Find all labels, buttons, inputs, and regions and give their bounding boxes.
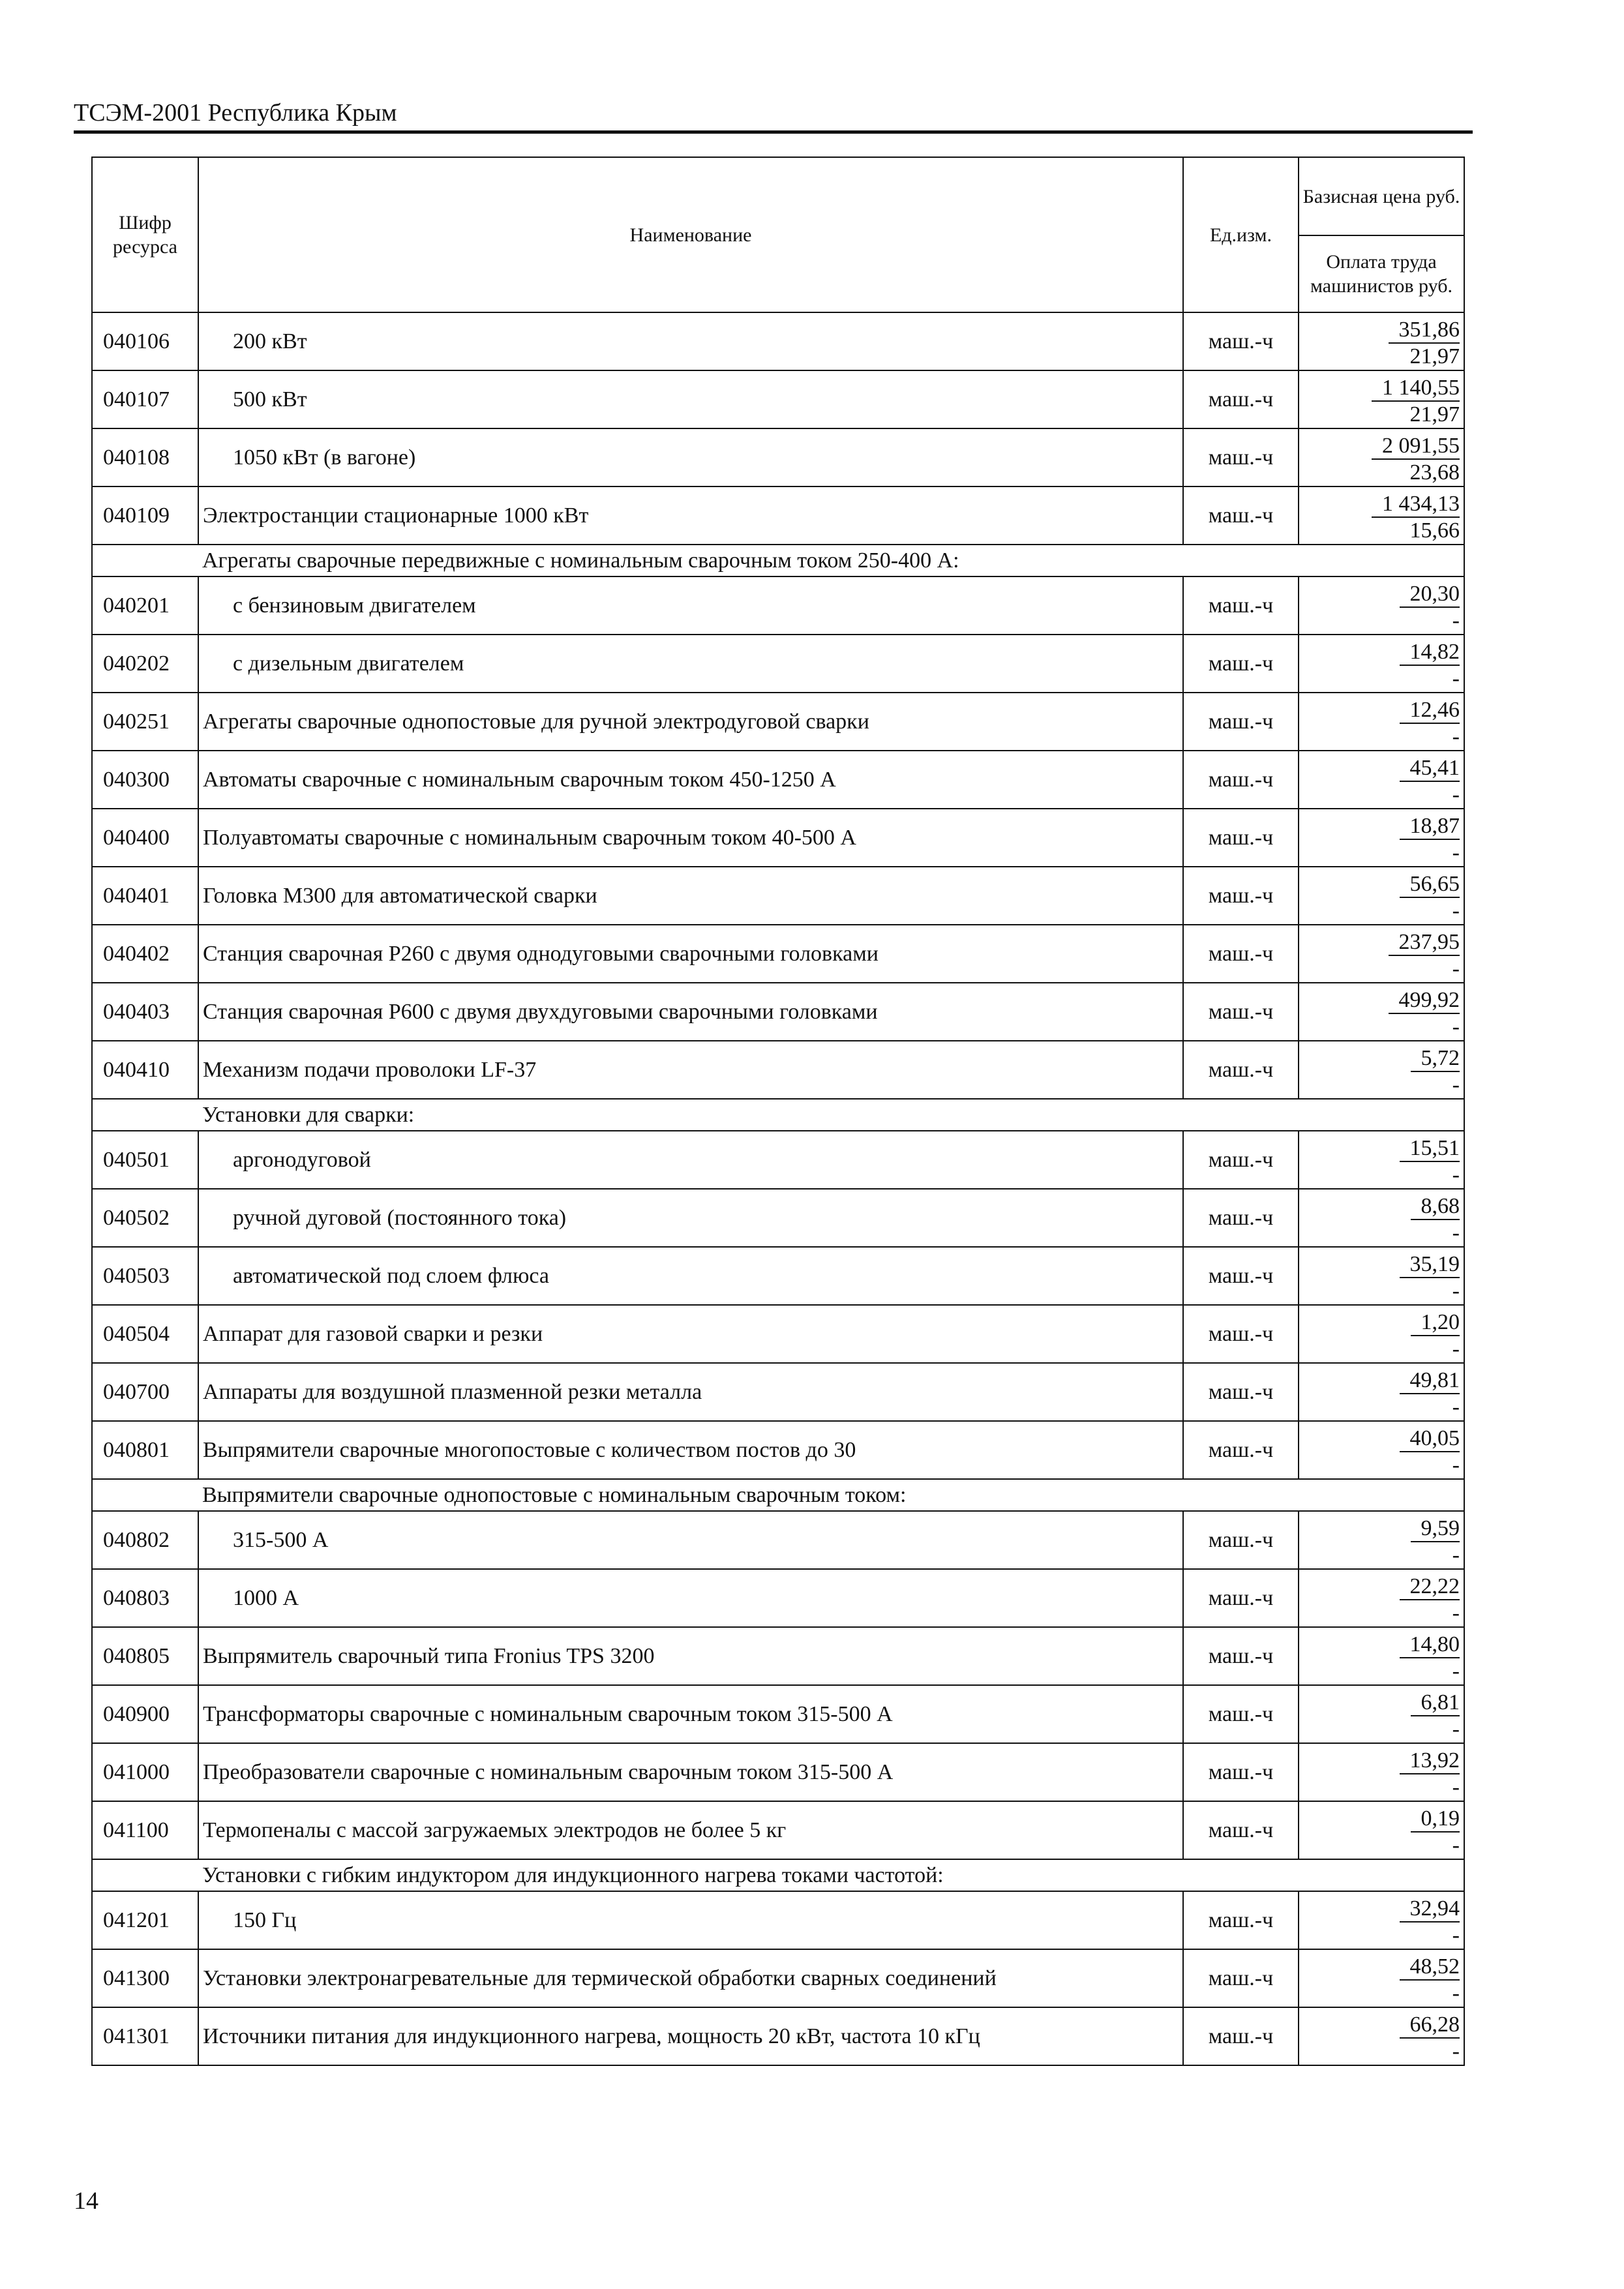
unit-of-measure: маш.-ч	[1183, 1305, 1299, 1363]
resource-name: с бензиновым двигателем	[198, 576, 1183, 635]
operator-labor-pay: -	[1452, 1279, 1460, 1303]
resource-code: 041201	[92, 1891, 198, 1949]
operator-labor-pay: 23,68	[1409, 460, 1460, 485]
price-cell	[1299, 1949, 1464, 2007]
base-price: 14,80	[1400, 1632, 1460, 1658]
table-row	[92, 693, 1464, 751]
operator-labor-pay: -	[1452, 1659, 1460, 1683]
table-row	[92, 1801, 1464, 1859]
operator-labor-pay: -	[1452, 2039, 1460, 2063]
resource-name: ручной дуговой (постоянного тока)	[198, 1189, 1183, 1247]
unit-of-measure: маш.-ч	[1183, 693, 1299, 751]
resource-name: Электростанции стационарные 1000 кВт	[198, 486, 1183, 545]
operator-labor-pay: -	[1452, 1453, 1460, 1477]
price-cell	[1299, 486, 1464, 545]
operator-labor-pay: -	[1452, 783, 1460, 807]
page-number: 14	[74, 2187, 98, 2215]
price-cell	[1299, 576, 1464, 635]
col-header-base-price: Базисная цена руб.	[1299, 158, 1464, 236]
unit-of-measure: маш.-ч	[1183, 312, 1299, 370]
base-price: 1 140,55	[1372, 376, 1460, 402]
table-row	[92, 486, 1464, 545]
unit-of-measure: маш.-ч	[1183, 576, 1299, 635]
price-cell	[1299, 1041, 1464, 1099]
operator-labor-pay: -	[1452, 957, 1460, 981]
resource-code: 040502	[92, 1189, 198, 1247]
price-cell	[1299, 1627, 1464, 1685]
resource-name: Станция сварочная Р260 с двумя однодуговыми сварочными головками	[198, 925, 1183, 983]
col-header-code: Шифр ресурса	[92, 157, 198, 312]
operator-labor-pay: -	[1452, 1221, 1460, 1245]
unit-of-measure: маш.-ч	[1183, 428, 1299, 486]
base-price: 12,46	[1400, 698, 1460, 724]
unit-of-measure: маш.-ч	[1183, 1627, 1299, 1685]
resource-name: 150 Гц	[198, 1891, 1183, 1949]
unit-of-measure: маш.-ч	[1183, 1189, 1299, 1247]
price-cell	[1299, 983, 1464, 1041]
base-price: 18,87	[1400, 814, 1460, 840]
resource-code: 041300	[92, 1949, 198, 2007]
base-price: 237,95	[1389, 930, 1460, 956]
group-heading-row	[92, 1479, 1464, 1511]
unit-of-measure: маш.-ч	[1183, 1247, 1299, 1305]
base-price: 45,41	[1400, 756, 1460, 782]
col-header-unit: Ед.изм.	[1183, 157, 1299, 312]
resource-name: Источники питания для индукционного нагрева, мощность 20 кВт, частота 10 кГц	[198, 2007, 1183, 2065]
price-cell	[1299, 1511, 1464, 1569]
unit-of-measure: маш.-ч	[1183, 1131, 1299, 1189]
price-cell	[1299, 809, 1464, 867]
operator-labor-pay: -	[1452, 1015, 1460, 1039]
resource-table	[91, 157, 1465, 2066]
table-row	[92, 983, 1464, 1041]
resource-name: 1050 кВт (в вагоне)	[198, 428, 1183, 486]
resource-code: 041100	[92, 1801, 198, 1859]
unit-of-measure: маш.-ч	[1183, 370, 1299, 428]
resource-name: автоматической под слоем флюса	[198, 1247, 1183, 1305]
resource-name: с дизельным двигателем	[198, 635, 1183, 693]
operator-labor-pay: -	[1452, 1775, 1460, 1799]
group-heading-row	[92, 1859, 1464, 1891]
resource-code: 040802	[92, 1511, 198, 1569]
price-cell	[1299, 1891, 1464, 1949]
table-row	[92, 312, 1464, 370]
table-row	[92, 428, 1464, 486]
unit-of-measure: маш.-ч	[1183, 1511, 1299, 1569]
table-row	[92, 576, 1464, 635]
resource-code: 040202	[92, 635, 198, 693]
unit-of-measure: маш.-ч	[1183, 635, 1299, 693]
price-cell	[1299, 1421, 1464, 1479]
operator-labor-pay: 21,97	[1409, 344, 1460, 368]
operator-labor-pay: -	[1452, 1981, 1460, 2005]
base-price: 5,72	[1411, 1046, 1460, 1072]
resource-name: Установки электронагревательные для термической обработки сварных соединений	[198, 1949, 1183, 2007]
base-price: 22,22	[1400, 1574, 1460, 1600]
resource-code: 040805	[92, 1627, 198, 1685]
price-cell	[1299, 312, 1464, 370]
price-cell	[1299, 1743, 1464, 1801]
operator-labor-pay: -	[1452, 1833, 1460, 1857]
price-cell	[1299, 867, 1464, 925]
operator-labor-pay: -	[1452, 725, 1460, 749]
resource-name: Аппарат для газовой сварки и резки	[198, 1305, 1183, 1363]
resource-name: Станция сварочная Р600 с двумя двухдуговыми сварочными головками	[198, 983, 1183, 1041]
base-price: 2 091,55	[1372, 434, 1460, 460]
resource-name: Механизм подачи проволоки LF-37	[198, 1041, 1183, 1099]
group-heading: Агрегаты сварочные передвижные с номинальным сварочным током 250-400 А:	[92, 545, 1464, 576]
operator-labor-pay: 21,97	[1409, 402, 1460, 426]
unit-of-measure: маш.-ч	[1183, 1041, 1299, 1099]
price-cell	[1299, 1189, 1464, 1247]
resource-code: 040402	[92, 925, 198, 983]
resource-code: 040107	[92, 370, 198, 428]
base-price: 0,19	[1411, 1806, 1460, 1833]
price-cell	[1299, 2007, 1464, 2065]
resource-name: Выпрямители сварочные многопостовые с количеством постов до 30	[198, 1421, 1183, 1479]
table-row	[92, 1685, 1464, 1743]
resource-code: 040501	[92, 1131, 198, 1189]
unit-of-measure: маш.-ч	[1183, 1421, 1299, 1479]
table-row	[92, 370, 1464, 428]
operator-labor-pay: -	[1452, 899, 1460, 923]
resource-name: Термопеналы с массой загружаемых электродов не более 5 кг	[198, 1801, 1183, 1859]
resource-code: 040503	[92, 1247, 198, 1305]
unit-of-measure: маш.-ч	[1183, 1363, 1299, 1421]
unit-of-measure: маш.-ч	[1183, 1743, 1299, 1801]
table-row	[92, 1041, 1464, 1099]
price-cell	[1299, 1131, 1464, 1189]
table-row	[92, 635, 1464, 693]
resource-name: Трансформаторы сварочные с номинальным сварочным током 315-500 А	[198, 1685, 1183, 1743]
unit-of-measure: маш.-ч	[1183, 2007, 1299, 2065]
base-price: 56,65	[1400, 872, 1460, 898]
base-price: 20,30	[1400, 582, 1460, 608]
unit-of-measure: маш.-ч	[1183, 925, 1299, 983]
operator-labor-pay: -	[1452, 1163, 1460, 1187]
unit-of-measure: маш.-ч	[1183, 486, 1299, 545]
unit-of-measure: маш.-ч	[1183, 1685, 1299, 1743]
base-price: 35,19	[1400, 1252, 1460, 1278]
table-row	[92, 1305, 1464, 1363]
base-price: 6,81	[1411, 1690, 1460, 1716]
unit-of-measure: маш.-ч	[1183, 867, 1299, 925]
resource-name: Преобразователи сварочные с номинальным сварочным током 315-500 А	[198, 1743, 1183, 1801]
resource-code: 040400	[92, 809, 198, 867]
base-price: 9,59	[1411, 1516, 1460, 1542]
base-price: 13,92	[1400, 1748, 1460, 1774]
resource-code: 041000	[92, 1743, 198, 1801]
table-row	[92, 1363, 1464, 1421]
unit-of-measure: маш.-ч	[1183, 1949, 1299, 2007]
group-heading-row	[92, 1099, 1464, 1131]
resource-code: 040251	[92, 693, 198, 751]
resource-code: 040300	[92, 751, 198, 809]
base-price: 1,20	[1411, 1310, 1460, 1336]
resource-code: 040106	[92, 312, 198, 370]
operator-labor-pay: -	[1452, 1395, 1460, 1419]
unit-of-measure: маш.-ч	[1183, 1801, 1299, 1859]
document-header: ТСЭМ-2001 Республика Крым	[74, 98, 1473, 134]
table-row	[92, 925, 1464, 983]
unit-of-measure: маш.-ч	[1183, 983, 1299, 1041]
operator-labor-pay: -	[1452, 666, 1460, 691]
price-cell	[1299, 635, 1464, 693]
price-cell	[1299, 428, 1464, 486]
base-price: 8,68	[1411, 1194, 1460, 1220]
table-row	[92, 1949, 1464, 2007]
resource-name: 500 кВт	[198, 370, 1183, 428]
operator-labor-pay: -	[1452, 841, 1460, 865]
base-price: 1 434,13	[1372, 492, 1460, 518]
resource-code: 040700	[92, 1363, 198, 1421]
unit-of-measure: маш.-ч	[1183, 751, 1299, 809]
table-row	[92, 1743, 1464, 1801]
table-row	[92, 1247, 1464, 1305]
operator-labor-pay: -	[1452, 1717, 1460, 1741]
base-price: 351,86	[1389, 318, 1460, 344]
base-price: 48,52	[1400, 1954, 1460, 1981]
table-header	[92, 157, 1464, 312]
resource-code: 040803	[92, 1569, 198, 1627]
table-row	[92, 1511, 1464, 1569]
group-heading: Установки с гибким индуктором для индукционного нагрева токами частотой:	[92, 1859, 1464, 1891]
base-price: 499,92	[1389, 988, 1460, 1014]
resource-code: 040201	[92, 576, 198, 635]
group-heading: Установки для сварки:	[92, 1099, 1464, 1131]
base-price: 14,82	[1400, 640, 1460, 666]
price-cell	[1299, 1685, 1464, 1743]
resource-code: 041301	[92, 2007, 198, 2065]
table-row	[92, 1421, 1464, 1479]
col-header-labor-pay: Оплата труда машинистов руб.	[1310, 251, 1453, 297]
table-row	[92, 751, 1464, 809]
unit-of-measure: маш.-ч	[1183, 1569, 1299, 1627]
operator-labor-pay: -	[1452, 1543, 1460, 1567]
resource-name: Головка М300 для автоматической сварки	[198, 867, 1183, 925]
operator-labor-pay: -	[1452, 608, 1460, 633]
price-cell	[1299, 693, 1464, 751]
resource-name: Аппараты для воздушной плазменной резки металла	[198, 1363, 1183, 1421]
base-price: 40,05	[1400, 1426, 1460, 1452]
price-cell	[1299, 1305, 1464, 1363]
col-header-price	[1299, 157, 1464, 312]
resource-code: 040410	[92, 1041, 198, 1099]
table-row	[92, 1891, 1464, 1949]
operator-labor-pay: -	[1452, 1073, 1460, 1097]
table-row	[92, 1189, 1464, 1247]
base-price: 15,51	[1400, 1136, 1460, 1162]
resource-name: 315-500 А	[198, 1511, 1183, 1569]
table-body	[92, 312, 1464, 2065]
operator-labor-pay: -	[1452, 1923, 1460, 1947]
resource-name: Выпрямитель сварочный типа Fronius TPS 3200	[198, 1627, 1183, 1685]
resource-code: 040900	[92, 1685, 198, 1743]
group-heading: Выпрямители сварочные однопостовые с номинальным сварочным током:	[92, 1479, 1464, 1511]
operator-labor-pay: -	[1452, 1337, 1460, 1361]
resource-code: 040504	[92, 1305, 198, 1363]
resource-name: аргонодуговой	[198, 1131, 1183, 1189]
price-cell	[1299, 1247, 1464, 1305]
table-row	[92, 809, 1464, 867]
price-cell	[1299, 751, 1464, 809]
table-row	[92, 1627, 1464, 1685]
resource-name: Автоматы сварочные с номинальным сварочным током 450-1250 А	[198, 751, 1183, 809]
resource-name: 1000 А	[198, 1569, 1183, 1627]
resource-code: 040109	[92, 486, 198, 545]
operator-labor-pay: -	[1452, 1601, 1460, 1625]
table-row	[92, 2007, 1464, 2065]
resource-code: 040801	[92, 1421, 198, 1479]
price-cell	[1299, 1569, 1464, 1627]
unit-of-measure: маш.-ч	[1183, 1891, 1299, 1949]
resource-code: 040401	[92, 867, 198, 925]
resource-code: 040403	[92, 983, 198, 1041]
price-cell	[1299, 370, 1464, 428]
price-cell	[1299, 1363, 1464, 1421]
resource-name: Агрегаты сварочные однопостовые для ручной электродуговой сварки	[198, 693, 1183, 751]
price-cell	[1299, 925, 1464, 983]
table-row	[92, 1569, 1464, 1627]
price-cell	[1299, 1801, 1464, 1859]
resource-code: 040108	[92, 428, 198, 486]
table-row	[92, 867, 1464, 925]
base-price: 49,81	[1400, 1368, 1460, 1394]
operator-labor-pay: 15,66	[1409, 518, 1460, 543]
col-header-name: Наименование	[198, 157, 1183, 312]
resource-name: Полуавтоматы сварочные с номинальным сварочным током 40-500 А	[198, 809, 1183, 867]
table-row	[92, 1131, 1464, 1189]
unit-of-measure: маш.-ч	[1183, 809, 1299, 867]
base-price: 66,28	[1400, 2012, 1460, 2039]
base-price: 32,94	[1400, 1896, 1460, 1922]
group-heading-row	[92, 545, 1464, 576]
resource-name: 200 кВт	[198, 312, 1183, 370]
